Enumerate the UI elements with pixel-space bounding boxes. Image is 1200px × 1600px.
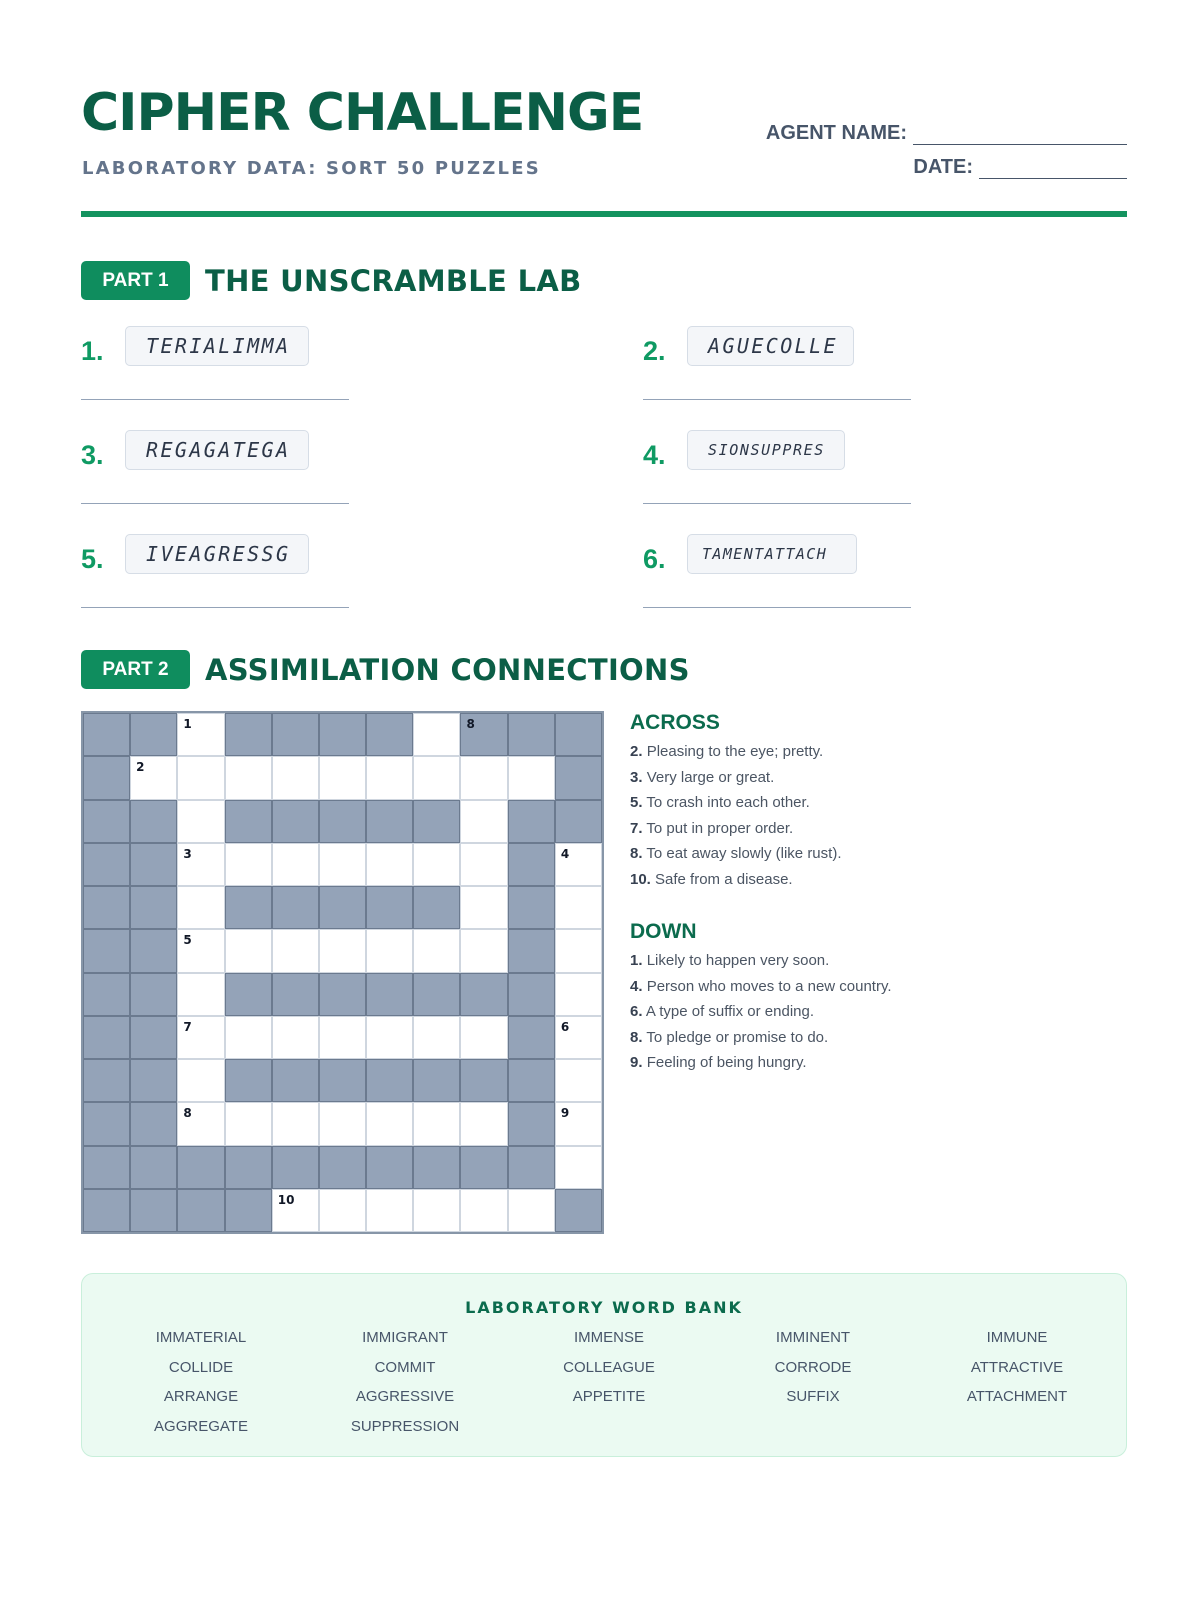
- crossword-block: [225, 886, 272, 929]
- crossword-cell[interactable]: [177, 713, 224, 756]
- clue-item: [630, 769, 841, 795]
- crossword-block: [83, 756, 130, 799]
- crossword-block: [508, 1102, 555, 1145]
- word-bank-item: AGGREGATE: [154, 1418, 248, 1435]
- clue-number: 7.: [630, 819, 643, 837]
- clue-number-label: 8: [466, 717, 475, 731]
- across-heading: ACROSS: [630, 711, 720, 734]
- crossword-block: [366, 973, 413, 1016]
- unscramble-item: [643, 326, 911, 416]
- crossword-cell[interactable]: [225, 756, 272, 799]
- crossword-block: [366, 886, 413, 929]
- crossword-block: [508, 800, 555, 843]
- clue-number-label: 9: [560, 1106, 570, 1121]
- clue-number-label: 2: [136, 760, 145, 775]
- date-row: [913, 156, 1127, 179]
- clue-number: 9.: [630, 1054, 643, 1071]
- crossword-cell[interactable]: [272, 1016, 319, 1059]
- clue-number: 8.: [630, 845, 643, 862]
- crossword-cell[interactable]: [413, 929, 460, 972]
- crossword-block: [366, 713, 413, 756]
- item-number: 5.: [81, 544, 104, 574]
- crossword-cell[interactable]: [272, 1102, 319, 1145]
- crossword-block: [272, 713, 319, 756]
- crossword-block: [130, 843, 177, 886]
- part1-heading: [81, 261, 582, 300]
- crossword-cell[interactable]: [177, 929, 224, 972]
- crossword-cell[interactable]: [413, 713, 460, 756]
- clue-item: [630, 1029, 892, 1055]
- word-bank-item: IMMENSE: [573, 1329, 644, 1346]
- clue-text: A type of suffix or ending.: [645, 1003, 815, 1020]
- word-bank-item: ARRANGE: [163, 1388, 239, 1405]
- crossword-cell[interactable]: [508, 756, 555, 799]
- crossword-block: [555, 1189, 602, 1232]
- crossword-block: [272, 1146, 319, 1189]
- word-bank-item: IMMINENT: [775, 1329, 851, 1346]
- crossword-grid: [81, 711, 604, 1234]
- crossword-block: [83, 973, 130, 1016]
- crossword-block: [130, 1059, 177, 1102]
- crossword-block: [460, 973, 507, 1016]
- crossword-block: [130, 713, 177, 756]
- agent-name-field[interactable]: [913, 124, 1127, 145]
- crossword-block: [130, 886, 177, 929]
- crossword-block: [508, 843, 555, 886]
- crossword-cell[interactable]: [177, 973, 224, 1016]
- clue-number-label: 5: [183, 933, 192, 948]
- crossword-block: [319, 886, 366, 929]
- crossword-block: [83, 1059, 130, 1102]
- crossword-cell[interactable]: [366, 756, 413, 799]
- crossword-block: [508, 1016, 555, 1059]
- clue-text: To put in proper order.: [646, 819, 794, 837]
- word-bank-item: ATTRACTIVE: [970, 1359, 1064, 1376]
- crossword-block: [319, 1059, 366, 1102]
- answer-line[interactable]: [643, 607, 911, 608]
- crossword-block: [366, 1059, 413, 1102]
- answer-line[interactable]: [81, 607, 349, 608]
- word-bank-item: IMMATERIAL: [155, 1329, 247, 1346]
- crossword-block: [83, 1016, 130, 1059]
- crossword-block: [225, 973, 272, 1016]
- agent-name-label: AGENT NAME:: [765, 122, 907, 144]
- crossword-block: [319, 800, 366, 843]
- crossword-cell[interactable]: [130, 756, 177, 799]
- clue-number-label: 8: [183, 1106, 192, 1121]
- crossword-block: [508, 1059, 555, 1102]
- clue-text: Person who moves to a new country.: [646, 977, 892, 995]
- unscramble-item: [81, 430, 349, 520]
- crossword-block: [272, 800, 319, 843]
- crossword-cell[interactable]: [225, 929, 272, 972]
- crossword-cell[interactable]: [319, 929, 366, 972]
- across-clues: [630, 711, 841, 896]
- clue-number: 10.: [630, 870, 651, 888]
- word-bank-item: CORRODE: [774, 1359, 852, 1376]
- crossword-cell[interactable]: [413, 1016, 460, 1059]
- item-number: 4.: [643, 440, 666, 470]
- clue-item: [630, 871, 841, 897]
- part2-badge: PART 2: [81, 650, 190, 689]
- part1-title: THE UNSCRAMBLE LAB: [205, 263, 582, 298]
- word-bank-item: ATTACHMENT: [966, 1388, 1068, 1405]
- crossword-cell[interactable]: [225, 1016, 272, 1059]
- clue-item: [630, 743, 841, 769]
- clue-item: [630, 845, 841, 871]
- clue-text: To eat away slowly (like rust).: [646, 845, 842, 862]
- item-number: 2.: [643, 336, 666, 366]
- crossword-cell[interactable]: [319, 756, 366, 799]
- crossword-cell[interactable]: [177, 1059, 224, 1102]
- part2-heading: [81, 650, 690, 689]
- crossword-cell[interactable]: [177, 756, 224, 799]
- scrambled-word: REGAGATEGA: [125, 430, 309, 470]
- page-title: CIPHER CHALLENGE: [81, 83, 644, 143]
- crossword-cell[interactable]: [319, 1102, 366, 1145]
- clue-number-label: 3: [183, 846, 192, 861]
- date-label: DATE:: [913, 156, 973, 178]
- unscramble-item: [643, 430, 911, 520]
- crossword-cell[interactable]: [555, 929, 602, 972]
- crossword-block: [413, 1146, 460, 1189]
- crossword-block: [177, 1146, 224, 1189]
- crossword-block: [413, 1059, 460, 1102]
- down-clues: [630, 920, 892, 1080]
- crossword-block: [130, 1189, 177, 1232]
- clue-item: [630, 794, 841, 820]
- item-number: 6.: [643, 544, 666, 574]
- crossword-cell[interactable]: [366, 1189, 413, 1232]
- unscramble-item: [643, 534, 911, 624]
- crossword-cell[interactable]: [366, 843, 413, 886]
- crossword-cell[interactable]: [413, 1102, 460, 1145]
- crossword-block: [83, 800, 130, 843]
- crossword-block: [555, 800, 602, 843]
- clue-number: 4.: [630, 977, 643, 995]
- crossword-block: [177, 1189, 224, 1232]
- clue-number: 3.: [630, 768, 643, 786]
- crossword-block: [130, 800, 177, 843]
- item-number: 3.: [81, 440, 104, 470]
- crossword-block: [508, 929, 555, 972]
- crossword-block: [508, 973, 555, 1016]
- crossword-block: [319, 1146, 366, 1189]
- crossword-cell[interactable]: [460, 800, 507, 843]
- crossword-cell[interactable]: [272, 756, 319, 799]
- clue-text: Safe from a disease.: [655, 870, 793, 888]
- crossword-block: [272, 973, 319, 1016]
- crossword-block: [83, 886, 130, 929]
- item-number: 1.: [81, 336, 104, 366]
- clue-number-label: 10: [277, 1192, 295, 1207]
- crossword-block: [225, 800, 272, 843]
- crossword-cell[interactable]: [177, 800, 224, 843]
- unscramble-item: [81, 534, 349, 624]
- crossword-block: [83, 843, 130, 886]
- crossword-cell[interactable]: [177, 886, 224, 929]
- word-bank-item: COLLIDE: [168, 1359, 234, 1376]
- date-field[interactable]: [979, 158, 1127, 179]
- crossword-cell[interactable]: [460, 1189, 507, 1232]
- crossword-block: [225, 713, 272, 756]
- crossword-block: [319, 713, 366, 756]
- word-bank-item: SUFFIX: [786, 1388, 840, 1405]
- word-bank-item: APPETITE: [572, 1388, 646, 1405]
- part2-title: ASSIMILATION CONNECTIONS: [205, 652, 690, 687]
- word-bank: [81, 1273, 1127, 1457]
- crossword-block: [130, 1102, 177, 1145]
- crossword-block: [130, 1016, 177, 1059]
- crossword-block: [460, 1146, 507, 1189]
- crossword-cell[interactable]: [319, 1189, 366, 1232]
- crossword-cell[interactable]: [366, 929, 413, 972]
- word-bank-item: SUPPRESSION: [350, 1418, 460, 1435]
- clue-number: 1.: [630, 952, 643, 969]
- crossword-block: [83, 1146, 130, 1189]
- crossword-cell[interactable]: [460, 843, 507, 886]
- crossword-block: [413, 973, 460, 1016]
- clue-number-label: 6: [560, 1019, 570, 1034]
- crossword-cell[interactable]: [177, 843, 224, 886]
- clue-text: To crash into each other.: [646, 794, 810, 811]
- crossword-block: [130, 929, 177, 972]
- page-subtitle: LABORATORY DATA: SORT 50 PUZZLES: [82, 158, 541, 179]
- crossword-cell[interactable]: [460, 1016, 507, 1059]
- scrambled-word: AGUECOLLE: [687, 326, 854, 366]
- crossword-block: [130, 973, 177, 1016]
- clue-text: Feeling of being hungry.: [646, 1054, 807, 1071]
- crossword-cell[interactable]: [366, 1102, 413, 1145]
- clue-item: [630, 978, 892, 1004]
- crossword-cell[interactable]: [177, 1016, 224, 1059]
- agent-name-row: [766, 122, 1127, 145]
- crossword-block: [83, 1189, 130, 1232]
- answer-line[interactable]: [81, 399, 349, 400]
- crossword-block: [366, 1146, 413, 1189]
- header-divider: [81, 211, 1127, 217]
- crossword-cell[interactable]: [177, 1102, 224, 1145]
- crossword-block: [319, 973, 366, 1016]
- down-heading: DOWN: [630, 920, 697, 943]
- answer-line[interactable]: [643, 399, 911, 400]
- crossword-cell[interactable]: [460, 756, 507, 799]
- crossword-cell[interactable]: [555, 843, 602, 886]
- scrambled-word: SIONSUPPRES: [687, 430, 845, 470]
- crossword-cell[interactable]: [555, 1102, 602, 1145]
- crossword-block: [272, 886, 319, 929]
- unscramble-item: [81, 326, 349, 416]
- scrambled-word: IVEAGRESSG: [125, 534, 309, 574]
- crossword-block: [413, 800, 460, 843]
- crossword-block: [83, 713, 130, 756]
- clue-item: [630, 820, 841, 846]
- answer-line[interactable]: [81, 503, 349, 504]
- crossword-block: [460, 713, 507, 756]
- clue-text: Very large or great.: [646, 768, 775, 786]
- crossword-cell[interactable]: [555, 973, 602, 1016]
- crossword-cell[interactable]: [272, 929, 319, 972]
- crossword-block: [225, 1146, 272, 1189]
- clue-item: [630, 952, 892, 978]
- crossword-cell[interactable]: [555, 1016, 602, 1059]
- scrambled-word: TERIALIMMA: [125, 326, 309, 366]
- word-bank-item: AGGRESSIVE: [355, 1388, 455, 1405]
- crossword-cell[interactable]: [366, 1016, 413, 1059]
- crossword-block: [508, 1146, 555, 1189]
- clue-text: Pleasing to the eye; pretty.: [646, 743, 824, 760]
- crossword-cell[interactable]: [413, 1189, 460, 1232]
- crossword-cell[interactable]: [225, 843, 272, 886]
- clue-number: 6.: [630, 1003, 643, 1020]
- crossword-cell[interactable]: [508, 1189, 555, 1232]
- word-bank-item: IMMIGRANT: [362, 1329, 448, 1346]
- crossword-block: [555, 713, 602, 756]
- crossword-cell[interactable]: [555, 886, 602, 929]
- crossword-cell[interactable]: [555, 1146, 602, 1189]
- scrambled-word: TAMENTATTACH: [687, 534, 857, 574]
- crossword-cell[interactable]: [413, 756, 460, 799]
- crossword-cell[interactable]: [319, 1016, 366, 1059]
- crossword-block: [272, 1059, 319, 1102]
- crossword-block: [555, 756, 602, 799]
- crossword-block: [83, 1102, 130, 1145]
- word-bank-title: LABORATORY WORD BANK: [465, 1298, 743, 1317]
- crossword-block: [225, 1059, 272, 1102]
- clue-number: 8.: [630, 1028, 643, 1046]
- crossword-block: [413, 886, 460, 929]
- clue-item: [630, 1054, 892, 1080]
- crossword-cell[interactable]: [272, 843, 319, 886]
- clue-text: To pledge or promise to do.: [646, 1028, 829, 1046]
- clue-item: [630, 1003, 892, 1029]
- clue-text: Likely to happen very soon.: [646, 952, 830, 969]
- crossword-cell[interactable]: [460, 886, 507, 929]
- crossword-block: [366, 800, 413, 843]
- crossword-block: [83, 929, 130, 972]
- word-bank-item: IMMUNE: [986, 1329, 1048, 1346]
- clue-number: 2.: [630, 743, 643, 760]
- crossword-cell[interactable]: [272, 1189, 319, 1232]
- crossword-block: [130, 1146, 177, 1189]
- word-bank-item: COLLEAGUE: [563, 1359, 655, 1376]
- crossword-block: [225, 1189, 272, 1232]
- crossword-cell[interactable]: [460, 929, 507, 972]
- crossword-cell[interactable]: [413, 843, 460, 886]
- crossword-cell[interactable]: [555, 1059, 602, 1102]
- crossword-block: [460, 1059, 507, 1102]
- crossword-cell[interactable]: [225, 1102, 272, 1145]
- clue-number-label: 7: [183, 1019, 192, 1034]
- clue-number-label: 1: [183, 717, 192, 731]
- answer-line[interactable]: [643, 503, 911, 504]
- crossword-block: [508, 713, 555, 756]
- clue-number-label: 4: [560, 846, 570, 861]
- crossword-cell[interactable]: [460, 1102, 507, 1145]
- word-bank-item: COMMIT: [374, 1359, 436, 1376]
- clue-number: 5.: [630, 794, 643, 811]
- crossword-block: [508, 886, 555, 929]
- crossword-cell[interactable]: [319, 843, 366, 886]
- part1-badge: PART 1: [81, 261, 190, 300]
